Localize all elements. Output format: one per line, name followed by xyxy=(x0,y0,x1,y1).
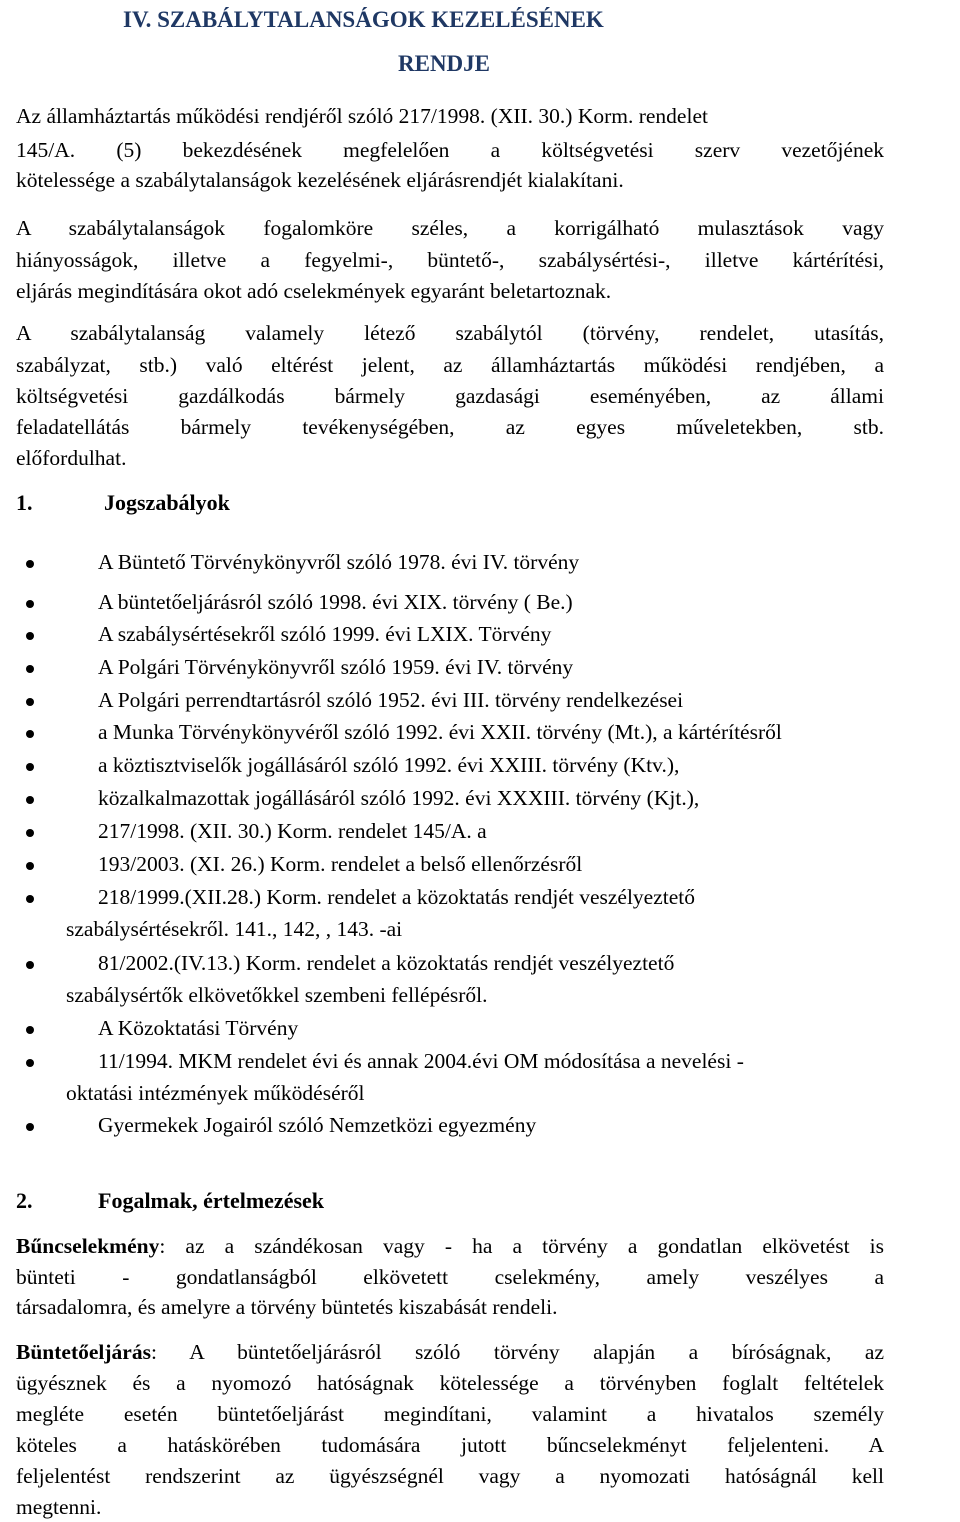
bullet-icon xyxy=(26,632,34,640)
section2-number: 2. xyxy=(16,1188,33,1213)
list-item: A Polgári perrendtartásról szóló 1952. évi III. törvény rendelkezései xyxy=(98,688,684,712)
bullet-icon xyxy=(26,560,34,568)
def1-text-1: : az a szándékosan vagy - ha a törvény a gondatlan elkövetést is xyxy=(159,1234,884,1258)
list-item: A büntetőeljárásról szóló 1998. évi XIX. törvény ( Be.) xyxy=(98,590,573,614)
def2-line-4: köteles a hatáskörében tudomására jutott bűncselekményt feljelenteni. A xyxy=(16,1433,884,1457)
def2-line-3: megléte esetén büntetőeljárást megindítani, valamint a hivatalos személy xyxy=(16,1402,884,1426)
list-item-continuation: szabálysértésekről. 141., 142, , 143. -ai xyxy=(66,917,403,941)
para1-line-1: A szabálytalanságok fogalomköre széles, a korrigálható mulasztások vagy xyxy=(16,216,884,240)
list-item: a köztisztviselők jogállásáról szóló 1992. évi XXIII. törvény (Ktv.), xyxy=(98,753,680,777)
para2-line-2: szabályzat, stb.) való eltérést jelent, az államháztartás működési rendjében, a xyxy=(16,353,884,377)
def2-line-5: feljelentést rendszerint az ügyészségnél vagy a nyomozati hatóságnál kell xyxy=(16,1464,884,1488)
def1-line-1 xyxy=(16,1236,884,1258)
para2-line-3: költségvetési gazdálkodás bármely gazdasági eseményében, az állami xyxy=(16,384,884,408)
intro-line-2: 145/A. (5) bekezdésének megfelelően a költségvetési szerv vezetőjének xyxy=(16,138,884,162)
list-item: A Közoktatási Törvény xyxy=(98,1016,299,1040)
list-item: A Polgári Törvénykönyvről szóló 1959. évi IV. törvény xyxy=(98,655,574,679)
para1-line-3: eljárás megindítására okot adó cselekmények egyaránt beletartoznak. xyxy=(16,279,612,303)
list-item: A szabálysértésekről szóló 1999. évi LXIX. Törvény xyxy=(98,622,552,646)
def1-line-2: bünteti - gondatlanságból elkövetett cselekmény, amely veszélyes a xyxy=(16,1265,884,1289)
def2-line-2: ügyésznek és a nyomozó hatóságnak kötelessége a törvényben foglalt feltételek xyxy=(16,1371,884,1395)
bullet-icon xyxy=(26,698,34,706)
chapter-title-line-1: IV. SZABÁLYTALANSÁGOK KEZELÉSÉNEK xyxy=(123,7,604,32)
bullet-icon xyxy=(26,665,34,673)
bullet-icon xyxy=(26,796,34,804)
bullet-icon xyxy=(26,730,34,738)
bullet-icon xyxy=(26,600,34,608)
para1-line-2: hiányosságok, illetve a fegyelmi-, büntető-, szabálysértési-, illetve kártérítési, xyxy=(16,248,884,272)
bullet-icon xyxy=(26,1026,34,1034)
list-item: 193/2003. (XI. 26.) Korm. rendelet a belső ellenőrzésről xyxy=(98,852,583,876)
def2-term: Büntetőeljárás xyxy=(16,1340,151,1364)
list-item: 217/1998. (XII. 30.) Korm. rendelet 145/A. a xyxy=(98,819,487,843)
def2-line-1 xyxy=(16,1342,884,1364)
list-item: 81/2002.(IV.13.) Korm. rendelet a közoktatás rendjét veszélyeztető xyxy=(98,951,675,975)
bullet-icon xyxy=(26,763,34,771)
para2-line-5: előfordulhat. xyxy=(16,446,127,470)
def1-term: Bűncselekmény xyxy=(16,1234,160,1258)
intro-line-1: Az államháztartás működési rendjéről szóló 217/1998. (XII. 30.) Korm. rendelet xyxy=(16,104,708,128)
def2-line-6: megtenni. xyxy=(16,1495,102,1519)
list-item-continuation: szabálysértők elkövetőkkel szembeni fellépésről. xyxy=(66,983,488,1007)
section1-title: Jogszabályok xyxy=(104,490,230,515)
bullet-icon xyxy=(26,895,34,903)
list-item: a Munka Törvénykönyvéről szóló 1992. évi XXII. törvény (Mt.), a kártérítésről xyxy=(98,720,782,744)
bullet-icon xyxy=(26,862,34,870)
bullet-icon xyxy=(26,829,34,837)
section2-title: Fogalmak, értelmezések xyxy=(98,1188,325,1213)
chapter-title-line-2: RENDJE xyxy=(398,51,491,76)
list-item: 11/1994. MKM rendelet évi és annak 2004.évi OM módosítása a nevelési - xyxy=(98,1049,744,1073)
intro-line-3: kötelessége a szabálytalanságok kezelésének eljárásrendjét kialakítani. xyxy=(16,168,624,192)
def2-text-1: : A büntetőeljárásról szóló törvény alapján a bíróságnak, az xyxy=(150,1340,884,1364)
list-item: 218/1999.(XII.28.) Korm. rendelet a közoktatás rendjét veszélyeztető xyxy=(98,885,696,909)
list-item: Gyermekek Jogairól szóló Nemzetközi egyezmény xyxy=(98,1113,537,1137)
def1-line-3: társadalomra, és amelyre a törvény büntetés kiszabását rendeli. xyxy=(16,1295,558,1319)
bullet-icon xyxy=(26,1123,34,1131)
list-item: A Büntető Törvénykönyvről szóló 1978. évi IV. törvény xyxy=(98,550,580,574)
list-item: közalkalmazottak jogállásáról szóló 1992. évi XXXIII. törvény (Kjt.), xyxy=(98,786,700,810)
bullet-icon xyxy=(26,1059,34,1067)
bullet-icon xyxy=(26,961,34,969)
list-item-continuation: oktatási intézmények működéséről xyxy=(66,1081,365,1105)
section1-number: 1. xyxy=(16,490,33,515)
para2-line-4: feladatellátás bármely tevékenységében, az egyes műveletekben, stb. xyxy=(16,415,884,439)
para2-line-1: A szabálytalanság valamely létező szabálytól (törvény, rendelet, utasítás, xyxy=(16,321,884,345)
